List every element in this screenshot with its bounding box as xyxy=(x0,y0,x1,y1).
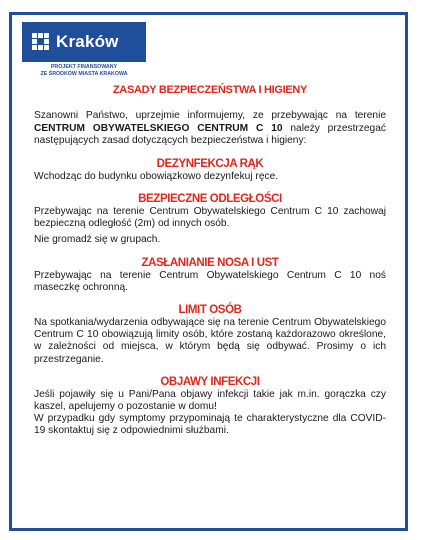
section-text-limit: Na spotkania/wydarzenia odbywające się na terenie Centrum Obywatelskiego Centrum C 10 obowiązują limity osób, które zostaną każdorazowo określone, w zależności od miejsca, w którym będą się odbywać. Prosimy o ich przestrzeganie. xyxy=(34,317,386,365)
section-text-symptoms-2: W przypadku gdy symptomy przypominają te charakterystyczne dla COVID-19 skontaktuj się z odpowiednimi służbami. xyxy=(34,413,386,437)
funding-note: PROJEKT FINANSOWANY ZE ŚRODKÓW MIASTA KRAKOWA xyxy=(40,64,128,77)
section-heading-disinfection: DEZYNFEKCJA RĄK xyxy=(156,157,264,170)
notice-content xyxy=(34,84,386,438)
krakow-grid-icon xyxy=(32,33,50,51)
krakow-logo xyxy=(22,22,146,62)
logo-text: Kraków xyxy=(56,32,119,51)
section-heading-distance: BEZPIECZNE ODLEGŁOŚCI xyxy=(138,192,282,205)
section-heading-mask: ZASŁANIANIE NOSA I UST xyxy=(141,256,279,269)
section-text-distance-2: Nie gromadź się w grupach. xyxy=(34,234,161,246)
section-heading-limit: LIMIT OSÓB xyxy=(178,304,242,316)
section-text-symptoms: Jeśli pojawiły się u Pani/Pana objawy infekcji takie jak m.in. gorączka czy kaszel, apelujemy o pozostanie w domu! xyxy=(34,388,386,413)
intro-paragraph: Szanowni Państwo, uprzejmie informujemy, ze przebywając na terenie CENTRUM OBYWATELSKIEGO CENTRUM C 10 należy przestrzegać następujących zasad dotyczących bezpieczeństwa i higieny: xyxy=(34,110,386,147)
section-text-mask: Przebywając na terenie Centrum Obywatelskiego Centrum C 10 noś maseczkę ochronną. xyxy=(34,269,386,293)
section-text-disinfection: Wchodząc do budynku obowiązkowo dezynfekuj ręce. xyxy=(34,170,279,182)
section-heading-symptoms: OBJAWY INFEKCJI xyxy=(160,375,260,388)
section-text-distance: Przebywając na terenie Centrum Obywatelskiego Centrum C 10 zachowaj bezpieczną odległość (2m) od innych osób. xyxy=(34,205,386,230)
page-title: ZASADY BEZPIECZEŃSTWA I HIGIENY xyxy=(112,84,308,96)
